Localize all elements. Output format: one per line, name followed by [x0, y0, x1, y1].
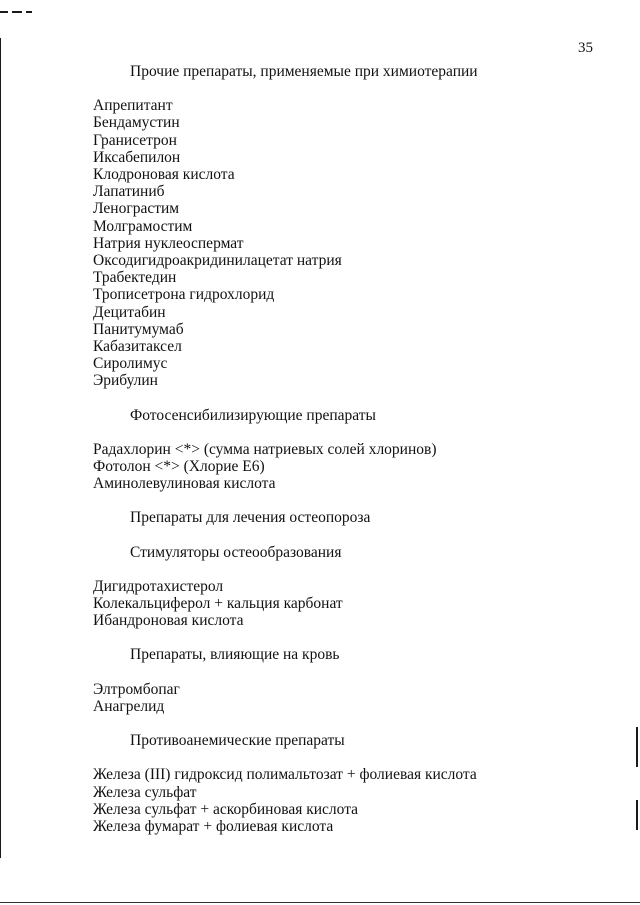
drug-item: Трабектедин	[93, 269, 177, 287]
page-number: 35	[578, 40, 593, 56]
document-body	[93, 63, 613, 835]
drug-item: Фотолон <*> (Хлорие Е6)	[93, 458, 265, 476]
drug-item: Железа сульфат + аскорбиновая кислота	[93, 800, 359, 818]
scan-artifact-left-edge	[0, 38, 1, 858]
section-antianemic	[93, 732, 613, 835]
scan-artifact-right-edge-lower	[636, 800, 638, 830]
drug-item: Натрия нуклеоспермат	[93, 234, 244, 252]
section-heading: Стимуляторы остеообразования	[130, 543, 342, 561]
drug-item: Децитабин	[93, 303, 166, 321]
drug-item: Ибандроновая кислота	[93, 612, 244, 630]
drug-item: Гранисетрон	[93, 131, 177, 149]
section-osteogenesis-stimulators	[93, 544, 613, 630]
drug-item: Панитумумаб	[93, 320, 184, 338]
section-blood-agents	[93, 646, 613, 715]
drug-item: Оксодигидроакридинилацетат натрия	[93, 252, 342, 270]
drug-item: Молграмостим	[93, 217, 193, 235]
section-heading: Препараты, влияющие на кровь	[130, 646, 340, 664]
drug-item: Железа (III) гидроксид полимальтозат + фолиевая кислота	[93, 766, 477, 784]
drug-list	[93, 766, 613, 835]
drug-list	[93, 681, 613, 715]
drug-item: Бендамустин	[93, 114, 180, 132]
drug-item: Ленограстим	[93, 200, 180, 218]
drug-item: Сиролимус	[93, 355, 168, 373]
drug-item: Дигидротахистерол	[93, 577, 224, 595]
section-photosensitizers	[93, 407, 613, 493]
drug-item: Апрепитант	[93, 97, 173, 115]
drug-item: Клодроновая кислота	[93, 166, 235, 184]
section-osteoporosis	[93, 509, 613, 526]
drug-item: Радахлорин <*> (сумма натриевых солей хлоринов)	[93, 440, 437, 458]
drug-item: Железа фумарат + фолиевая кислота	[93, 817, 334, 835]
section-heading: Прочие препараты, применяемые при химиотерапии	[130, 63, 478, 80]
drug-item: Кабазитаксел	[93, 338, 182, 356]
drug-item: Элтромбопаг	[93, 680, 180, 698]
drug-item: Анагрелид	[93, 697, 165, 715]
scan-artifact-top	[0, 0, 40, 2]
drug-item: Аминолевулиновая кислота	[93, 475, 276, 493]
scan-artifact-right-edge	[636, 727, 638, 767]
drug-item: Колекальциферол + кальция карбонат	[93, 595, 343, 613]
drug-item: Лапатиниб	[93, 183, 165, 201]
section-heading: Противоанемические препараты	[130, 732, 345, 750]
section-chemotherapy-other	[93, 63, 613, 390]
drug-list	[93, 441, 613, 493]
scan-artifact-bottom-edge	[0, 902, 640, 903]
section-heading: Фотосенсибилизирующие препараты	[130, 406, 376, 424]
drug-list	[93, 578, 613, 630]
drug-item: Трописетрона гидрохлорид	[93, 286, 275, 304]
drug-list	[93, 97, 613, 389]
drug-item: Железа сульфат	[93, 783, 197, 801]
section-heading: Препараты для лечения остеопороза	[130, 509, 371, 527]
drug-item: Иксабепилон	[93, 148, 181, 166]
drug-item: Эрибулин	[93, 372, 158, 390]
